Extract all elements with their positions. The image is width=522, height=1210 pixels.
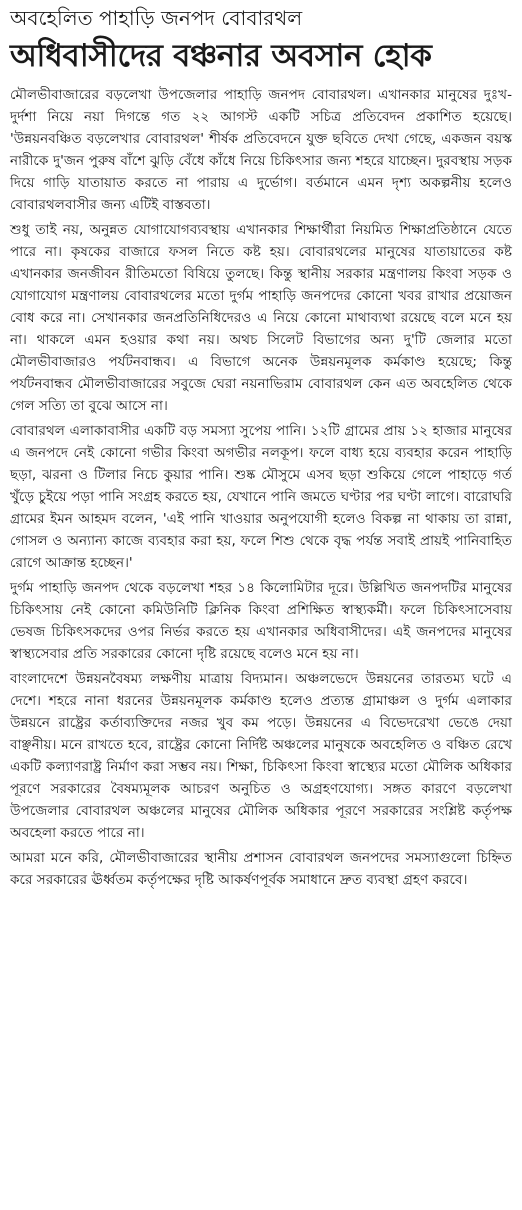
paragraph-6: আমরা মনে করি, মৌলভীবাজারের স্থানীয় প্রশাসন বোবারথল জনপদের সমস্যাগুলো চিহ্নিত করে সরকারের ঊর্ধ্বতম কর্তৃপক্ষের দৃষ্টি আকর্ষণপূর্বক সমাধানে দ্রুত ব্যবস্থা গ্রহণ করবে। — [10, 850, 512, 888]
paragraph-1: মৌলভীবাজারের বড়লেখা উপজেলার পাহাড়ি জনপদ বোবারথল। এখানকার মানুষের দুঃখ-দুর্দশা নিয়ে নয়া দিগন্তে গত ২২ আগস্ট একটি সচিত্র প্রতিবেদন প্রকাশিত হয়েছে। 'উন্নয়নবঞ্চিত বড়লেখার বোবারথল' শীর্ষক প্রতিবেদনে যুক্ত ছবিতে দেখা গেছে, একজন বয়স্ক নারীকে দু'জন পুরুষ বাঁশে ঝুড়ি বেঁধে কাঁধে নিয়ে চিকিৎসার জন্য শহরে যাচ্ছেন। দুরবস্থায় সড়ক দিয়ে গাড়ি যাতায়াত করতে না পারায় এ দুর্ভোগ। বর্তমানে এমন দৃশ্য অকল্পনীয় হলেও বোবারথলবাসীর জন্য এটিই বাস্তবতা। — [10, 87, 512, 213]
headline: অধিবাসীদের বঞ্চনার অবসান হোক — [10, 38, 432, 74]
article-body — [10, 84, 512, 891]
paragraph-3: বোবারথল এলাকাবাসীর একটি বড় সমস্যা সুপেয় পানি। ১২টি গ্রামের প্রায় ১২ হাজার মানুষের এ জনপদে নেই কোনো গভীর কিংবা অগভীর নলকূপ। ফলে বাধ্য হয়ে ব্যবহার করেন পাহাড়ি ছড়া, ঝরনা ও টিলার নিচে কুয়ার পানি। শুষ্ক মৌসুমে এসব ছড়া শুকিয়ে গেলে পাহাড়ে গর্ত খুঁড়ে চুইয়ে পড়া পানি সংগ্রহ করতে হয়, যেখানে পানি জমতে ঘণ্টার পর ঘণ্টা লাগে। বারোঘরি গ্রামের ইমন আহমদ বলেন, 'এই পানি খাওয়ার অনুপযোগী হলেও বিকল্প না থাকায় তা রান্না, গোসল ও অন্যান্য কাজে ব্যবহার করা হয়, ফলে শিশু থেকে বৃদ্ধ পর্যন্ত সবাই প্রায়ই পানিবাহিত রোগে আক্রান্ত হচ্ছেন।' — [10, 423, 512, 571]
kicker-title: অবহেলিত পাহাড়ি জনপদ বোবারথল — [10, 6, 303, 30]
paragraph-4: দুর্গম পাহাড়ি জনপদ থেকে বড়লেখা শহর ১৪ কিলোমিটার দূরে। উল্লিখিত জনপদটির মানুষের চিকিৎসায় নেই কোনো কমিউনিটি ক্লিনিক কিংবা প্রশিক্ষিত স্বাস্থ্যকর্মী। ফলে চিকিৎসাসেবায় ভেষজ চিকিৎসকদের ওপর নির্ভর করতে হয় এখানকার অধিবাসীদের। এই জনপদের মানুষের স্বাস্থ্যসেবার প্রতি সরকারের কোনো দৃষ্টি রয়েছে বলেও মনে হয় না। — [10, 580, 512, 662]
paragraph-5: বাংলাদেশে উন্নয়নবৈষম্য লক্ষণীয় মাত্রায় বিদ্যমান। অঞ্চলভেদে উন্নয়নের তারতম্য ঘটে এ দেশে। শহরে নানা ধরনের উন্নয়নমূলক কর্মকাণ্ড হলেও প্রত্যন্ত গ্রামাঞ্চল ও দুর্গম এলাকার উন্নয়নে রাষ্ট্রের কর্তাব্যক্তিদের নজর খুব কম পড়ে। উন্নয়নের এ বিভেদরেখা ভেঙে দেয়া বাঞ্ছনীয়। মনে রাখতে হবে, রাষ্ট্রের কোনো নির্দিষ্ট অঞ্চলের মানুষকে অবহেলিত ও বঞ্চিত রেখে একটি কল্যাণরাষ্ট্র নির্মাণ করা সম্ভব নয়। শিক্ষা, চিকিৎসা কিংবা স্বাস্থ্যের মতো মৌলিক অধিকার পূরণে সরকারের বৈষম্যমূলক আচরণ অনুচিত ও অগ্রহণযোগ্য। সঙ্গত কারণে বড়লেখা উপজেলার বোবারথল অঞ্চলের মানুষের মৌলিক অধিকার পূরণে সরকারের সংশ্লিষ্ট কর্তৃপক্ষ অবহেলা করতে পারে না। — [10, 671, 512, 841]
paragraph-2: শুধু তাই নয়, অনুন্নত যোগাযোগব্যবস্থায় এখানকার শিক্ষার্থীরা নিয়মিত শিক্ষাপ্রতিষ্ঠানে যেতে পারে না। কৃষকের বাজারে ফসল নিতে কষ্ট হয়। বোবারথলের মানুষের যাতায়াতের কষ্ট এখানকার জনজীবন রীতিমতো বিষিয়ে তুলছে। কিন্তু স্থানীয় সরকার মন্ত্রণালয় কিংবা সড়ক ও যোগাযোগ মন্ত্রণালয় বোবারথলের মতো দুর্গম পাহাড়ি জনপদের কোনো খবর রাখার প্রয়োজন বোধ করে না। সেখানকার জনপ্রতিনিধিদেরও এ নিয়ে কোনো মাথাব্যথা রয়েছে বলে মনে হয় না। থাকলে এমন হওয়ার কথা নয়। অথচ সিলেট বিভাগের অন্য দু'টি জেলার মতো মৌলভীবাজারও পর্যটনবান্ধব। এ বিভাগে অনেক উন্নয়নমূলক কর্মকাণ্ড হয়েছে; কিন্তু পর্যটনবান্ধব মৌলভীবাজারের সবুজে ঘেরা নয়নাভিরাম বোবারথল কেন এত অবহেলিত থেকে গেল সত্যি তা বুঝে আসে না। — [10, 222, 512, 414]
